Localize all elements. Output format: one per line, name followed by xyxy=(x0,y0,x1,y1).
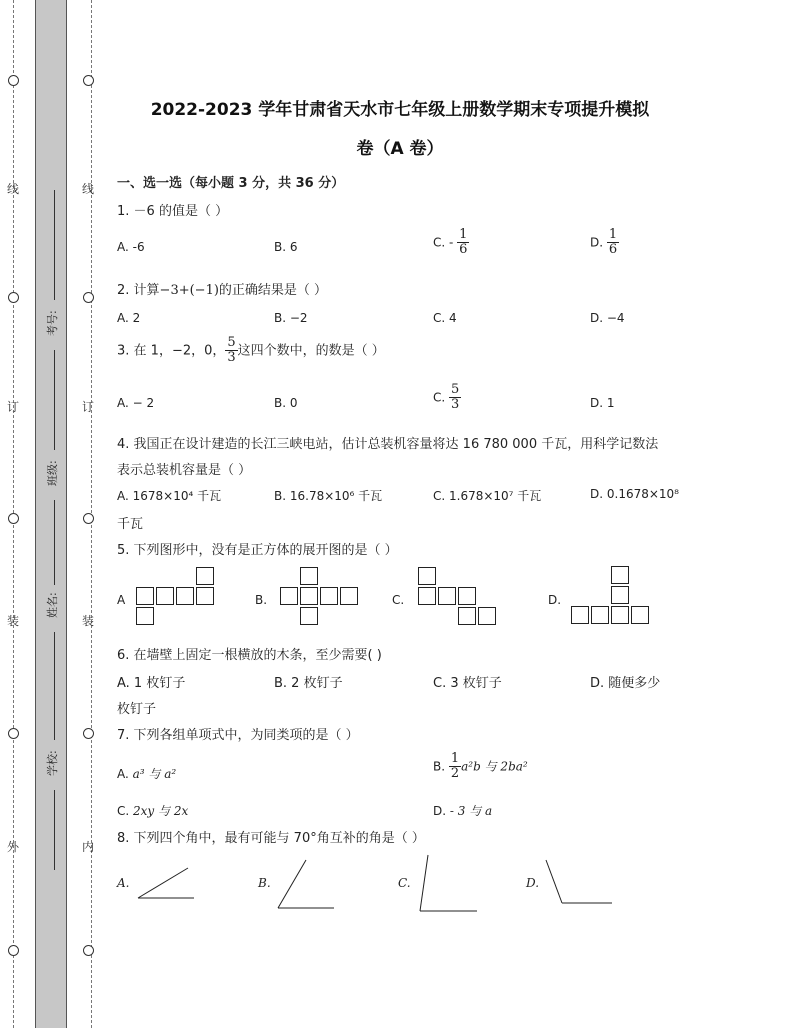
q1-c-prefix: C. - xyxy=(433,235,454,250)
angle-d-arm-ray xyxy=(546,860,562,903)
net-c-square xyxy=(478,607,496,625)
q7-a-prefix: A. xyxy=(117,767,129,781)
q1-c-fraction xyxy=(457,228,469,258)
margin-char-wai: 外 xyxy=(7,840,20,854)
q2-stem-prefix: 2. 计算 xyxy=(117,283,160,298)
q7-b-math: a²b 与 2ba² xyxy=(461,759,528,774)
q3-stem-prefix: 3. 在 1，−2，0， xyxy=(117,343,226,359)
margin-char-zhuang-inner: 装 xyxy=(82,614,95,628)
school-blank-tail xyxy=(54,790,55,870)
net-c-square xyxy=(418,567,436,585)
q6-stem: 6. 在墙壁上固定一根横放的木条，至少需要( ) xyxy=(117,648,382,663)
exam-number-label: 考号: xyxy=(46,310,59,336)
binding-hole xyxy=(8,728,19,739)
q7-stem: 7. 下列各组单项式中，为同类项的是（ ） xyxy=(117,728,359,743)
net-b-square xyxy=(300,587,318,605)
q3-c-den: 3 xyxy=(451,397,460,413)
binding-hole xyxy=(83,75,94,86)
margin-char-nei: 内 xyxy=(82,840,95,854)
binding-hole xyxy=(8,75,19,86)
binding-hole xyxy=(8,945,19,956)
q1-d-fraction xyxy=(607,228,619,258)
q3-stem-den: 3 xyxy=(227,350,236,366)
net-a-square xyxy=(196,587,214,605)
q4-option-a: A. 1678×10⁴ 千瓦 xyxy=(117,489,222,503)
net-b-square xyxy=(320,587,338,605)
net-c-square xyxy=(438,587,456,605)
q1-d-den: 6 xyxy=(608,242,618,258)
binding-hole xyxy=(83,513,94,524)
q7-b-prefix: B. xyxy=(433,759,446,774)
q6-option-d: D. 随便多少 xyxy=(590,676,661,691)
q8-angle-d-figure xyxy=(540,855,620,915)
q1-d-num: 1 xyxy=(608,227,618,242)
q3-option-b: B. 0 xyxy=(274,396,298,410)
q3-stem-num: 5 xyxy=(227,335,236,350)
q3-option-d: D. 1 xyxy=(590,396,615,410)
binding-hole xyxy=(8,513,19,524)
q7-b-num: 1 xyxy=(450,751,460,766)
q5-stem: 5. 下列图形中，没有是正方体的展开图的是（ ） xyxy=(117,543,398,558)
q2-option-b: B. −2 xyxy=(274,311,308,325)
q3-option-a: A. − 2 xyxy=(117,396,155,410)
q7-option-b xyxy=(433,752,528,782)
q5-option-b-label: B. xyxy=(255,593,268,607)
margin-char-ding-inner: 订 xyxy=(82,400,95,414)
q2-option-a: A. 2 xyxy=(117,311,141,325)
q3-stem-fraction xyxy=(225,336,237,366)
q4-option-b: B. 16.78×10⁶ 千瓦 xyxy=(274,489,383,503)
q4-stem-line2: 表示总装机容量是（ ） xyxy=(117,463,252,478)
angle-a-arm-ray xyxy=(138,868,188,898)
q8-angle-a-figure xyxy=(130,860,210,910)
school-label: 学校: xyxy=(46,750,59,776)
q1-option-b: B. 6 xyxy=(274,240,298,254)
q7-b-fraction xyxy=(449,752,461,782)
q1-option-d xyxy=(590,228,619,258)
q8-option-b-label: B. xyxy=(258,876,271,890)
binding-hole xyxy=(8,292,19,303)
net-d-square xyxy=(611,566,629,584)
net-a-square xyxy=(196,567,214,585)
q1-c-den: 6 xyxy=(459,242,468,258)
q7-option-c xyxy=(117,802,188,819)
q4-option-d-continued: 千瓦 xyxy=(117,517,144,532)
q8-angle-c-figure xyxy=(410,850,490,920)
q3-option-c xyxy=(433,383,461,413)
binding-hole xyxy=(83,945,94,956)
q2-option-c: C. 4 xyxy=(433,311,457,325)
net-a-square xyxy=(176,587,194,605)
q3-c-num: 5 xyxy=(451,382,460,397)
net-c-square xyxy=(458,587,476,605)
net-d-square xyxy=(631,606,649,624)
q7-c-prefix: C. xyxy=(117,804,130,818)
page-title-line2: 卷（A 卷） xyxy=(356,139,444,159)
net-a-square xyxy=(156,587,174,605)
net-d-square xyxy=(571,606,589,624)
q7-c-math: 2xy 与 2x xyxy=(133,804,189,818)
q7-option-d xyxy=(433,802,492,819)
net-c-square xyxy=(458,607,476,625)
q8-angle-b-figure xyxy=(270,855,350,915)
net-d-square xyxy=(611,606,629,624)
q1-option-a: A. -6 xyxy=(117,240,145,254)
net-d-square xyxy=(591,606,609,624)
net-a-square xyxy=(136,587,154,605)
angle-b-arm-ray xyxy=(278,860,306,908)
q3-c-fraction xyxy=(449,383,461,413)
q3-c-prefix: C. xyxy=(433,390,446,405)
q6-option-c: C. 3 枚钉子 xyxy=(433,676,502,691)
q7-d-prefix: D. xyxy=(433,804,447,818)
school-blank xyxy=(54,632,55,740)
q4-stem-line1: 4. 我国正在设计建造的长江三峡电站，估计总装机容量将达 16 780 000 千瓦，用科学记数法 xyxy=(117,437,659,452)
margin-char-xian-inner: 线 xyxy=(82,182,95,196)
page-title: 2022-2023 学年甘肃省天水市七年级上册数学期末专项提升模拟 xyxy=(150,100,650,120)
q5-option-a-label: A xyxy=(117,593,126,607)
q7-a-math: a³ 与 a² xyxy=(132,767,177,781)
exam-number-blank xyxy=(54,190,55,300)
q8-option-a-label: A. xyxy=(117,876,130,890)
section-heading: 一、选一选（每小题 3 分，共 36 分） xyxy=(117,176,345,191)
net-b-square xyxy=(340,587,358,605)
net-b-square xyxy=(300,607,318,625)
q4-option-d: D. 0.1678×10⁸ xyxy=(590,487,679,501)
q8-stem: 8. 下列四个角中，最有可能与 70°角互补的角是（ ） xyxy=(117,831,425,846)
net-d-square xyxy=(611,586,629,604)
q4-option-c: C. 1.678×10⁷ 千瓦 xyxy=(433,489,542,503)
q7-b-den: 2 xyxy=(450,766,460,782)
margin-char-ding: 订 xyxy=(7,400,20,414)
q7-d-math: - 3 与 a xyxy=(449,804,493,818)
net-b-square xyxy=(280,587,298,605)
q1-d-prefix: D. xyxy=(590,235,604,250)
binding-hole xyxy=(83,292,94,303)
q1-c-num: 1 xyxy=(459,227,468,242)
class-blank xyxy=(54,350,55,450)
net-b-square xyxy=(300,567,318,585)
q2-stem-suffix: 的正确结果是（ ） xyxy=(218,283,328,298)
q8-option-d-label: D. xyxy=(526,876,540,890)
q5-option-d-label: D. xyxy=(548,593,562,607)
q6-option-b: B. 2 枚钉子 xyxy=(274,676,343,691)
name-blank xyxy=(54,500,55,585)
angle-c-arm-ray xyxy=(420,855,428,911)
q7-option-a xyxy=(117,765,176,782)
net-a-square xyxy=(136,607,154,625)
q1-option-c xyxy=(433,228,469,258)
q3-stem-suffix: 这四个数中，的数是（ ） xyxy=(237,343,385,359)
q2-stem xyxy=(117,279,327,298)
margin-char-zhuang: 装 xyxy=(7,614,20,628)
q6-option-d-continued: 枚钉子 xyxy=(117,702,157,717)
q2-stem-math: −3+(−1) xyxy=(159,283,219,298)
q6-option-a: A. 1 枚钉子 xyxy=(117,676,186,691)
name-label: 姓名: xyxy=(46,592,59,618)
q1-stem: 1. －6 的值是（ ） xyxy=(117,204,229,219)
q2-option-d: D. −4 xyxy=(590,311,625,325)
class-label: 班级: xyxy=(46,460,59,486)
binding-margin-strip xyxy=(35,0,67,1028)
q8-option-c-label: C. xyxy=(398,876,411,890)
q3-stem xyxy=(117,336,385,366)
margin-char-xian: 线 xyxy=(7,182,20,196)
net-c-square xyxy=(418,587,436,605)
q5-option-c-label: C. xyxy=(392,593,405,607)
binding-hole xyxy=(83,728,94,739)
